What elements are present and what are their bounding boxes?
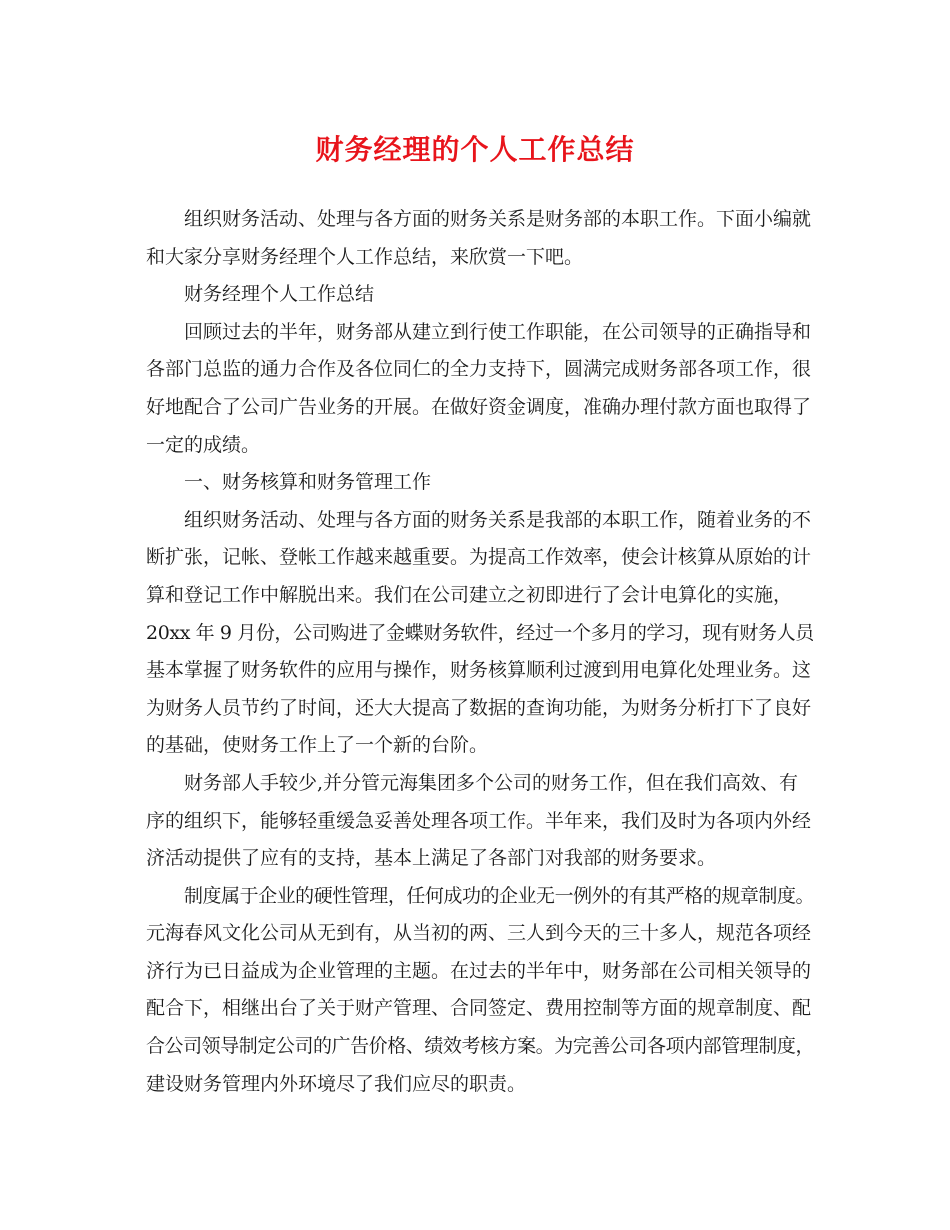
text-line: 和大家分享财务经理个人工作总结，来欣赏一下吧。	[146, 245, 584, 268]
text-line: 组织财务活动、处理与各方面的财务关系是我部的本职工作，随着业务的不	[184, 508, 812, 531]
text-line: 序的组织下，能够轻重缓急妥善处理各项工作。半年来，我们及时为各项内外经	[146, 809, 812, 832]
text-line: 财务经理个人工作总结	[184, 283, 375, 306]
text-line: 算和登记工作中解脱出来。我们在公司建立之初即进行了会计电算化的实施，	[146, 583, 793, 606]
text-line: 元海春风文化公司从无到有，从当初的两、三人到今天的三十多人，规范各项经	[146, 922, 812, 945]
document-body	[146, 201, 815, 1103]
text-line: 20xx 年 9 月份，公司购进了金蝶财务软件，经过一个多月的学习，现有财务人员	[146, 621, 814, 644]
text-line: 基本掌握了财务软件的应用与操作，财务核算顺利过渡到用电算化处理业务。这	[146, 659, 812, 682]
text-line: 财务部人手较少,并分管元海集团多个公司的财务工作，但在我们高效、有	[184, 771, 799, 794]
text-line: 配合下，相继出台了关于财产管理、合同签定、费用控制等方面的规章制度、配	[146, 997, 812, 1020]
text-line: 回顾过去的半年，财务部从建立到行使工作职能，在公司领导的正确指导和	[184, 320, 812, 343]
text-line: 一、财务核算和财务管理工作	[184, 471, 432, 494]
text-line: 制度属于企业的硬性管理，任何成功的企业无一例外的有其严格的规章制度。	[184, 884, 815, 907]
text-line: 建设财务管理内外环境尽了我们应尽的职责。	[146, 1072, 527, 1095]
text-line: 各部门总监的通力合作及各位同仁的全力支持下，圆满完成财务部各项工作，很	[146, 358, 812, 381]
text-line: 断扩张，记帐、登帐工作越来越重要。为提高工作效率，使会计核算从原始的计	[146, 546, 812, 569]
text-line: 合公司领导制定公司的广告价格、绩效考核方案。为完善公司各项内部管理制度，	[146, 1035, 815, 1058]
text-line: 济活动提供了应有的支持，基本上满足了各部门对我部的财务要求。	[146, 847, 717, 870]
text-line: 一定的成绩。	[146, 433, 261, 456]
text-line: 组织财务活动、处理与各方面的财务关系是财务部的本职工作。下面小编就	[184, 208, 812, 230]
text-line: 好地配合了公司广告业务的开展。在做好资金调度，准确办理付款方面也取得了	[146, 395, 812, 418]
text-line: 为财务人员节约了时间，还大大提高了数据的查询功能，为财务分析打下了良好	[146, 696, 812, 719]
text-line: 济行为已日益成为企业管理的主题。在过去的半年中，财务部在公司相关领导的	[146, 959, 812, 982]
document-title: 财务经理的个人工作总结	[315, 133, 635, 166]
text-line: 的基础，使财务工作上了一个新的台阶。	[146, 734, 489, 757]
